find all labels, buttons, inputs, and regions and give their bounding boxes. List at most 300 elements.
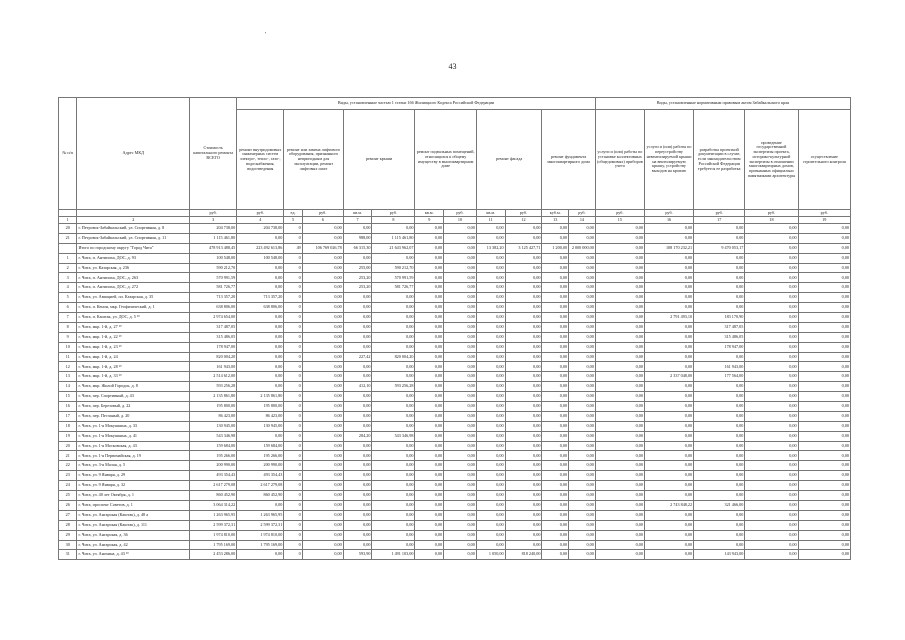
row-value: 0,00 (476, 352, 505, 362)
unit-cell: руб. (372, 210, 415, 217)
row-value: 0,00 (644, 520, 693, 530)
row-value: 0,00 (372, 342, 415, 352)
table-header (59, 98, 851, 224)
table-row (59, 451, 851, 461)
table-row (59, 313, 851, 323)
row-value: 0,00 (644, 421, 693, 431)
row-value: 0,00 (798, 372, 850, 382)
row-value: 0,00 (302, 263, 343, 273)
row-value: 820 004,20 (372, 352, 415, 362)
row-value: 0,00 (745, 293, 798, 303)
row-value: 0 (284, 431, 302, 441)
row-value: 0,00 (343, 451, 372, 461)
row-value: 0,00 (542, 510, 569, 520)
row-value: 0,00 (372, 461, 415, 471)
column-index: 10 (444, 217, 477, 224)
row-value: 0,00 (415, 411, 444, 421)
row-value: 0,00 (505, 392, 542, 402)
row-value: 543 346,98 (372, 431, 415, 441)
row-value: 713 357,20 (190, 293, 237, 303)
row-value: 0,00 (343, 224, 372, 234)
row-value: 0,00 (415, 451, 444, 461)
row-value: 0,00 (372, 471, 415, 481)
stray-mark: ' (265, 32, 267, 38)
row-value: 0,00 (542, 273, 569, 283)
header-foundation: ремонт фундамента многоквартирного дома (542, 110, 595, 210)
row-value: 0,00 (505, 303, 542, 313)
row-value: 0,00 (505, 382, 542, 392)
row-value: 0,00 (595, 273, 644, 283)
row-value: 0,00 (694, 491, 745, 501)
row-value: 0,00 (542, 402, 569, 412)
row-value: 0,00 (542, 233, 569, 243)
row-value: 0,00 (237, 313, 284, 323)
row-value: 0,00 (569, 550, 596, 560)
row-value: 0,00 (444, 461, 477, 471)
row-value: 0,00 (542, 431, 569, 441)
row-value: 581 726,77 (372, 283, 415, 293)
row-value: 0,00 (745, 332, 798, 342)
row-value: 0,00 (343, 540, 372, 550)
row-value: 0,00 (444, 224, 477, 234)
row-address: г. Чита, ул. Ангарская, д. 42 (77, 540, 190, 550)
row-value: 0,00 (798, 332, 850, 342)
row-value: 0,00 (444, 540, 477, 550)
row-value: 0 (284, 313, 302, 323)
row-value: 0,00 (542, 491, 569, 501)
table-row (59, 500, 851, 510)
row-value: 0,00 (798, 273, 850, 283)
row-value: 0,00 (476, 392, 505, 402)
row-value: 0,00 (569, 471, 596, 481)
row-address: г. Чита, мкр. 1-й, д. 22 ¹⁰ (77, 332, 190, 342)
column-index: 18 (745, 217, 798, 224)
row-value: 0,00 (372, 530, 415, 540)
row-number: 7 (59, 313, 77, 323)
row-value: 0,00 (476, 441, 505, 451)
row-value: 0,00 (302, 500, 343, 510)
header-group-right: Виды, установленные нормативным правовым актом Забайкальского края (595, 98, 850, 110)
row-value: 0 (284, 303, 302, 313)
row-value: 0,00 (798, 530, 850, 540)
row-value: 0,00 (745, 481, 798, 491)
row-value: 0,00 (798, 322, 850, 332)
row-value: 0,00 (476, 471, 505, 481)
row-value: 0,00 (595, 322, 644, 332)
row-value: 130 945,00 (237, 421, 284, 431)
row-value: 0,00 (798, 540, 850, 550)
row-value: 0,00 (372, 332, 415, 342)
row-value: 0,00 (476, 451, 505, 461)
row-value: 0,00 (745, 352, 798, 362)
row-value: 0,00 (302, 402, 343, 412)
row-value: 0,00 (745, 362, 798, 372)
row-number: 8 (59, 322, 77, 332)
row-value: 0,00 (745, 253, 798, 263)
row-value: 0,00 (694, 224, 745, 234)
row-value: 0,00 (415, 491, 444, 501)
row-value: 0,00 (595, 530, 644, 540)
row-value: 0,00 (343, 372, 372, 382)
row-value: 638 806,00 (190, 303, 237, 313)
row-value: 0,00 (798, 224, 850, 234)
row-value: 3 064 314,22 (190, 500, 237, 510)
row-value: 0,00 (798, 411, 850, 421)
row-value: 0,00 (372, 481, 415, 491)
row-value: 0,00 (302, 273, 343, 283)
row-value: 0,00 (569, 411, 596, 421)
table-row (59, 263, 851, 273)
row-value: 0,00 (745, 411, 798, 421)
row-value: 315 486,05 (190, 332, 237, 342)
row-value: 284,20 (343, 431, 372, 441)
row-value: 0,00 (444, 313, 477, 323)
row-value: 0,00 (595, 520, 644, 530)
row-value: 0,00 (237, 550, 284, 560)
row-number: 25 (59, 491, 77, 501)
row-value: 0,00 (415, 461, 444, 471)
row-value: 0,00 (302, 431, 343, 441)
row-value: 0,00 (302, 461, 343, 471)
row-address: г. Чита, мкр. Жилой Городок, д. 8 (77, 382, 190, 392)
row-value: 0,00 (798, 253, 850, 263)
row-address: г. Чита, ул. 1-я Мокушкина, д. 33 (77, 421, 190, 431)
row-value: 0,00 (237, 342, 284, 352)
row-value: 0 (284, 550, 302, 560)
row-value: 0,00 (644, 253, 693, 263)
row-address: г. Чита, п. Антипиха, ДОС, д. 93 (77, 253, 190, 263)
row-value: 0,00 (476, 411, 505, 421)
table-row (59, 540, 851, 550)
row-value: 0 (284, 322, 302, 332)
row-value: 0,00 (644, 392, 693, 402)
row-value: 0,00 (798, 263, 850, 273)
row-value: 253,20 (343, 283, 372, 293)
row-value: 0,00 (542, 540, 569, 550)
row-value: 0,00 (476, 491, 505, 501)
row-value: 0,00 (798, 392, 850, 402)
row-value: 0,00 (644, 382, 693, 392)
row-value: 0,00 (569, 451, 596, 461)
row-value: 0,00 (505, 500, 542, 510)
row-value: 0,00 (302, 303, 343, 313)
row-number: 4 (59, 283, 77, 293)
row-value: 0,00 (745, 491, 798, 501)
row-value: 0,00 (237, 352, 284, 362)
row-number: 19 (59, 431, 77, 441)
row-value: 0,00 (372, 224, 415, 234)
row-address: г. Чита, ул. 1-я Первомайская, д. 19 (77, 451, 190, 461)
row-value: 0,00 (343, 303, 372, 313)
unit-cell: руб. (505, 210, 542, 217)
row-value: 0,00 (476, 362, 505, 372)
column-index: 7 (343, 217, 372, 224)
row-value: 0,00 (595, 332, 644, 342)
row-value: 0,00 (505, 352, 542, 362)
row-value: 0,00 (372, 253, 415, 263)
row-number: 18 (59, 421, 77, 431)
row-address: г. Чита, ул. Казарская, д. 236 (77, 263, 190, 273)
row-address: г. Чита, ул. 40 лет Октября, д. 1 (77, 491, 190, 501)
row-number: 27 (59, 510, 77, 520)
table-row (59, 352, 851, 362)
row-value: 2 617 279,08 (190, 481, 237, 491)
row-value: 570 991,59 (372, 273, 415, 283)
table-row (59, 550, 851, 560)
row-value: 0,00 (476, 431, 505, 441)
row-value: 0,00 (595, 263, 644, 273)
row-value: 0,00 (694, 451, 745, 461)
table-row (59, 441, 851, 451)
row-value: 0,00 (505, 491, 542, 501)
row-value: 0,00 (798, 441, 850, 451)
header-basement: ремонт подвальных помещений, относящихся к общему имуществу в многоквартирном доме (415, 110, 476, 210)
row-value: 593 256,28 (372, 382, 415, 392)
column-index: 11 (476, 217, 505, 224)
row-value: 130 945,00 (190, 421, 237, 431)
row-number: 15 (59, 392, 77, 402)
row-value: 0 (284, 273, 302, 283)
row-value: 0,00 (798, 471, 850, 481)
row-value: 0,00 (569, 530, 596, 540)
column-index: 14 (569, 217, 596, 224)
row-value: 0,00 (798, 431, 850, 441)
row-value: 0,00 (343, 441, 372, 451)
table-row (59, 392, 851, 402)
row-value: 0,00 (415, 392, 444, 402)
row-value: 0,00 (505, 253, 542, 263)
unit-cell: руб. (595, 210, 644, 217)
row-value: 2 000 000,00 (569, 243, 596, 253)
row-value: 0,00 (569, 332, 596, 342)
row-value: 0,00 (798, 233, 850, 243)
row-value: 0 (284, 441, 302, 451)
row-value: 0,00 (694, 283, 745, 293)
row-value: 0,00 (694, 510, 745, 520)
row-value: 0,00 (644, 263, 693, 273)
subtotal-row (59, 243, 851, 253)
row-number: 31 (59, 550, 77, 560)
row-value: 183 170,90 (694, 313, 745, 323)
row-value: 0 (284, 392, 302, 402)
row-value: 0,00 (798, 451, 850, 461)
header-utility: услуги и (или) работы по установке коллективных (общедомовых) приборов учета (595, 110, 644, 210)
header-address: Адрес МКД (77, 98, 190, 210)
row-value: 1 263 965,95 (237, 510, 284, 520)
row-value: 0 (284, 382, 302, 392)
row-value: 1 200,00 (542, 243, 569, 253)
row-value: 1 974 810,00 (190, 530, 237, 540)
row-value: 0,00 (644, 332, 693, 342)
row-value: 0,00 (415, 263, 444, 273)
row-value: 590 212,70 (372, 263, 415, 273)
row-value: 100 548,00 (237, 253, 284, 263)
row-value: 2 514 612,00 (190, 372, 237, 382)
row-value: 0,00 (444, 273, 477, 283)
row-address: г. Чита, ул. Ангарская (Каштак), д. 111 (77, 520, 190, 530)
row-value: 0,00 (302, 313, 343, 323)
row-address: г. Чита, ул. 9 Января, д. 29 (77, 471, 190, 481)
row-value: 0,00 (237, 332, 284, 342)
row-number: 14 (59, 382, 77, 392)
row-value: 0,00 (745, 263, 798, 273)
row-value: 0,00 (542, 352, 569, 362)
row-value: 0 (284, 411, 302, 421)
row-value: 0,00 (745, 520, 798, 530)
unit-cell: кв.м. (343, 210, 372, 217)
column-index: 13 (542, 217, 569, 224)
row-value: 0,00 (444, 243, 477, 253)
row-value: 0,00 (343, 342, 372, 352)
row-number: 28 (59, 520, 77, 530)
row-number: 20 (59, 224, 77, 234)
row-value: 0,00 (444, 471, 477, 481)
row-value: 0,00 (542, 372, 569, 382)
column-index: 16 (644, 217, 693, 224)
row-value: 0,00 (798, 500, 850, 510)
row-value: 0,00 (302, 421, 343, 431)
row-value: 0 (284, 332, 302, 342)
header-engineering: ремонт внутридомовых инженерных систем электро-, тепло-, газо-, водоснабжения, водоотведения (237, 110, 284, 210)
table-row (59, 332, 851, 342)
row-value: 0 (284, 481, 302, 491)
table-row (59, 421, 851, 431)
row-value: 593,90 (343, 550, 372, 560)
row-value: 0,00 (372, 322, 415, 332)
row-value: 0,00 (505, 471, 542, 481)
row-number: 9 (59, 332, 77, 342)
column-index: 15 (595, 217, 644, 224)
row-value: 0,00 (415, 283, 444, 293)
row-value: 0,00 (595, 233, 644, 243)
row-value: 21 643 962,07 (372, 243, 415, 253)
header-design-docs: услуги и (или) работы по переустройству невентилируемой крыши на вентилируемую крышу, устройству выходов на кровлю (644, 110, 693, 210)
row-value: 0,00 (644, 530, 693, 540)
unit-cell (59, 210, 77, 217)
row-value: 0,00 (505, 510, 542, 520)
row-value: 0,00 (343, 293, 372, 303)
row-value: 0,00 (694, 441, 745, 451)
row-value: 0,00 (644, 510, 693, 520)
row-value: 0,00 (505, 540, 542, 550)
column-index: 5 (284, 217, 302, 224)
table-row (59, 362, 851, 372)
row-value: 0,00 (372, 411, 415, 421)
row-value: 0,00 (444, 421, 477, 431)
row-value: 0,00 (798, 283, 850, 293)
row-value: 0,00 (745, 322, 798, 332)
row-value: 159 684,00 (237, 441, 284, 451)
row-value: 0,00 (542, 421, 569, 431)
row-value: 0,00 (569, 510, 596, 520)
row-value: 0,00 (505, 362, 542, 372)
row-value: 0,00 (542, 382, 569, 392)
unit-cell: руб. (745, 210, 798, 217)
row-value: 0,00 (476, 233, 505, 243)
row-value: 0,00 (302, 451, 343, 461)
row-value: 0,00 (415, 243, 444, 253)
table-row (59, 253, 851, 263)
row-value: 0 (284, 352, 302, 362)
row-value: 0,00 (444, 520, 477, 530)
row-value: 0,00 (595, 540, 644, 550)
row-value: 0,00 (569, 283, 596, 293)
row-value: 0,00 (444, 253, 477, 263)
row-address: г. Чита, ул. Анохина, д. 43 ¹⁰ (77, 550, 190, 560)
unit-cell: руб. (444, 210, 477, 217)
row-value: 0,00 (694, 392, 745, 402)
row-value: 0,00 (569, 362, 596, 372)
row-value: 0 (284, 283, 302, 293)
row-address: г. Чита, проспект Советов, д. 1 (77, 500, 190, 510)
row-value: 2 743 848,22 (644, 500, 693, 510)
row-value: 478 913 488,45 (190, 243, 237, 253)
row-value: 0,00 (237, 372, 284, 382)
row-value: 0,00 (302, 293, 343, 303)
row-value: 0,00 (237, 431, 284, 441)
row-value: 0,00 (444, 352, 477, 362)
row-value: 106 769 026,78 (302, 243, 343, 253)
row-value: 0,00 (415, 362, 444, 372)
row-value: 0 (284, 293, 302, 303)
row-value: 0,00 (542, 441, 569, 451)
row-value: 0,00 (372, 540, 415, 550)
row-value: 0,00 (505, 372, 542, 382)
row-value: 0,00 (415, 372, 444, 382)
column-index: 1 (59, 217, 77, 224)
row-value: 161 943,00 (694, 362, 745, 372)
row-value: 0,00 (444, 283, 477, 293)
row-value: 0,00 (798, 421, 850, 431)
row-value: 200 990,00 (237, 461, 284, 471)
row-value: 0,00 (476, 342, 505, 352)
row-value: 0,00 (745, 510, 798, 520)
row-number: 10 (59, 342, 77, 352)
row-value: 0,00 (644, 362, 693, 372)
table-row (59, 431, 851, 441)
row-value: 0,00 (476, 520, 505, 530)
column-index: 3 (190, 217, 237, 224)
row-value: 0,00 (372, 520, 415, 530)
row-value: 0,00 (745, 313, 798, 323)
row-value: 0,00 (595, 461, 644, 471)
table-row (59, 481, 851, 491)
header-total: Стоимость капитального ремонта ВСЕГО (190, 98, 237, 210)
row-value: 0,00 (745, 441, 798, 451)
row-value: 200 990,00 (190, 461, 237, 471)
column-index: 12 (505, 217, 542, 224)
row-value: 0,00 (343, 491, 372, 501)
row-value: 0,00 (644, 441, 693, 451)
row-value: 0,00 (542, 263, 569, 273)
row-value: 0,00 (569, 461, 596, 471)
row-value: 0,00 (745, 283, 798, 293)
row-value: 0,00 (595, 293, 644, 303)
row-address: г. Чита, ул. 3-я Малая, д. 5 (77, 461, 190, 471)
row-value: 0,00 (745, 540, 798, 550)
row-value: 0 (284, 263, 302, 273)
row-value: 0,00 (542, 313, 569, 323)
row-value: 0,00 (343, 500, 372, 510)
row-value: 818 240,00 (505, 550, 542, 560)
row-value: 0,00 (694, 520, 745, 530)
row-value: 0,00 (595, 303, 644, 313)
row-value: 0,00 (595, 550, 644, 560)
row-number: 22 (59, 461, 77, 471)
row-value: 315 486,05 (694, 332, 745, 342)
row-value: 0,00 (415, 510, 444, 520)
row-value: 0,00 (595, 431, 644, 441)
